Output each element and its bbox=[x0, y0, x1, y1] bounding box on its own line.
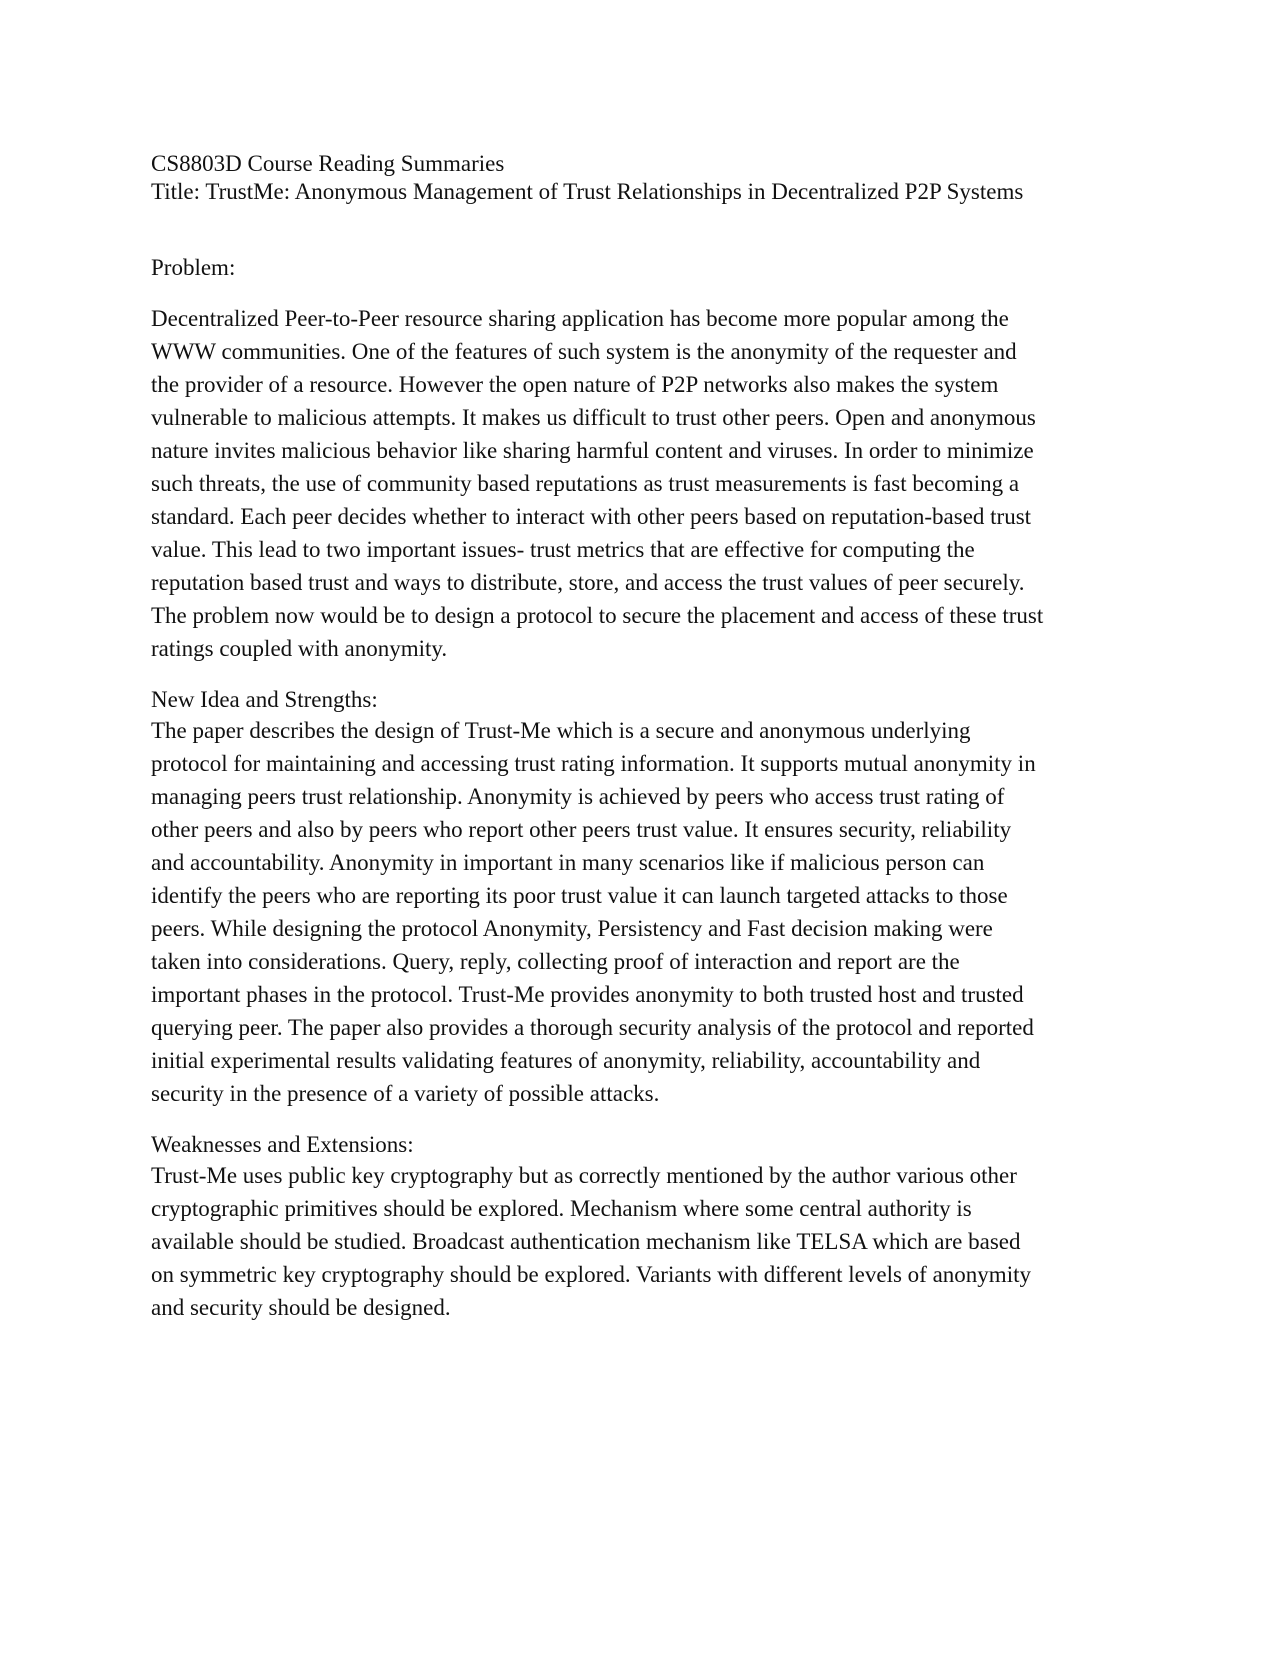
section-heading-weaknesses: Weaknesses and Extensions: bbox=[151, 1132, 414, 1157]
text-line: Trust-Me uses public key cryptography but as correctly mentioned by the author various other bbox=[151, 1163, 1017, 1188]
course-heading: CS8803D Course Reading Summaries bbox=[151, 151, 505, 176]
text-line: WWW communities. One of the features of such system is the anonymity of the requester and bbox=[151, 339, 1017, 364]
text-line: the provider of a resource. However the open nature of P2P networks also makes the system bbox=[151, 372, 999, 397]
text-line: The problem now would be to design a protocol to secure the placement and access of these trust bbox=[151, 603, 1044, 628]
text-line: available should be studied. Broadcast authentication mechanism like TELSA which are based bbox=[151, 1229, 1021, 1254]
text-line: reputation based trust and ways to distribute, store, and access the trust values of peer securely. bbox=[151, 570, 1025, 595]
paper-title: Title: TrustMe: Anonymous Management of Trust Relationships in Decentralized P2P Systems bbox=[151, 179, 1024, 204]
text-line: important phases in the protocol. Trust-Me provides anonymity to both trusted host and trusted bbox=[151, 982, 1024, 1007]
text-line: ratings coupled with anonymity. bbox=[151, 636, 448, 661]
text-line: value. This lead to two important issues- trust metrics that are effective for computing the bbox=[151, 537, 975, 562]
text-line: initial experimental results validating features of anonymity, reliability, accountability and bbox=[151, 1048, 981, 1073]
text-line: other peers and also by peers who report other peers trust value. It ensures security, reliability bbox=[151, 817, 1012, 842]
section-heading-new-idea: New Idea and Strengths: bbox=[151, 687, 378, 712]
text-line: taken into considerations. Query, reply, collecting proof of interaction and report are the bbox=[151, 949, 960, 974]
text-line: protocol for maintaining and accessing trust rating information. It supports mutual anonymity in bbox=[151, 751, 1036, 776]
text-line: managing peers trust relationship. Anonymity is achieved by peers who access trust rating of bbox=[151, 784, 1005, 809]
text-line: Decentralized Peer-to-Peer resource sharing application has become more popular among the bbox=[151, 306, 1009, 331]
text-line: and accountability. Anonymity in important in many scenarios like if malicious person can bbox=[151, 850, 985, 875]
text-line: The paper describes the design of Trust-Me which is a secure and anonymous underlying bbox=[151, 718, 971, 743]
text-line: cryptographic primitives should be explored. Mechanism where some central authority is bbox=[151, 1196, 972, 1221]
text-line: on symmetric key cryptography should be explored. Variants with different levels of anonymity bbox=[151, 1262, 1031, 1287]
section-heading-problem: Problem: bbox=[151, 255, 236, 280]
text-line: identify the peers who are reporting its poor trust value it can launch targeted attacks to those bbox=[151, 883, 1008, 908]
document-body bbox=[151, 150, 1141, 1324]
section-body-weaknesses bbox=[151, 1159, 1141, 1324]
text-line: standard. Each peer decides whether to interact with other peers based on reputation-based trust bbox=[151, 504, 1032, 529]
text-line: querying peer. The paper also provides a thorough security analysis of the protocol and reported bbox=[151, 1015, 1034, 1040]
text-line: nature invites malicious behavior like sharing harmful content and viruses. In order to minimize bbox=[151, 438, 1034, 463]
text-line: such threats, the use of community based reputations as trust measurements is fast becoming a bbox=[151, 471, 1020, 496]
section-body-new-idea bbox=[151, 714, 1141, 1110]
text-line: security in the presence of a variety of possible attacks. bbox=[151, 1081, 660, 1106]
section-body-problem bbox=[151, 302, 1141, 665]
text-line: vulnerable to malicious attempts. It makes us difficult to trust other peers. Open and anonymous bbox=[151, 405, 1036, 430]
text-line: and security should be designed. bbox=[151, 1295, 451, 1320]
text-line: peers. While designing the protocol Anonymity, Persistency and Fast decision making were bbox=[151, 916, 993, 941]
